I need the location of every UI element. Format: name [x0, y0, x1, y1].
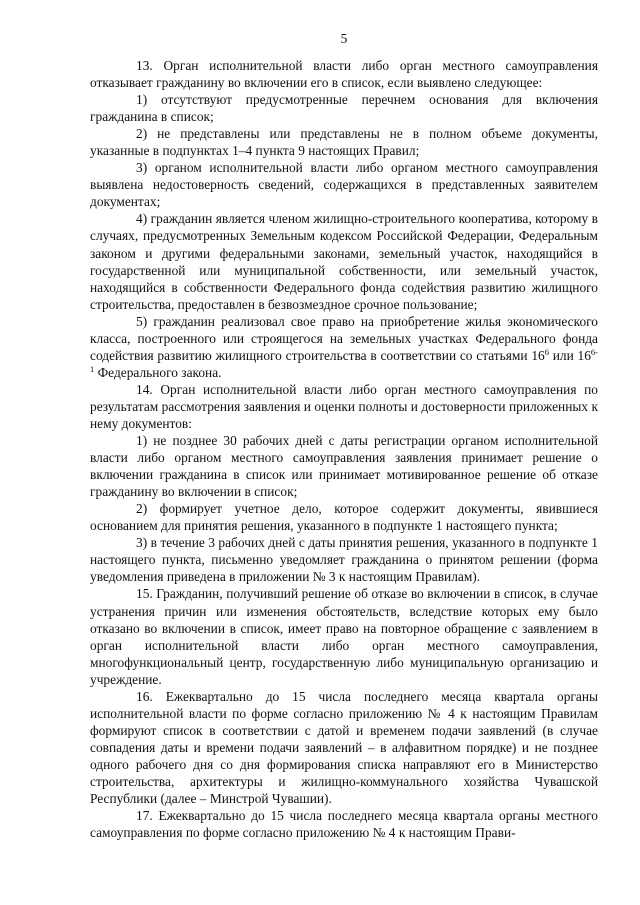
- paragraph-13-item-5: [90, 313, 598, 381]
- document-page: [90, 30, 598, 841]
- paragraph-17: 17. Ежеквартально до 15 числа последнего месяца квартала органы местного самоуправления по форме согласно приложению № 4 к настоящим Прави-: [90, 808, 598, 841]
- paragraph-13-item-5-text-before: 5) гражданин реализовал свое право на приобретение жилья экономического класса, построенного или строящегося на земельных участках Федерального фонда содействия развитию жилищного строительства в соответствии со статьями 16: [90, 313, 598, 363]
- paragraph-15: 15. Гражданин, получивший решение об отказе во включении в список, в случае устранения причин или изменения обстоятельств, вследствие которых ему было отказано во включении в список, имеет право на повторное обращение с заявлением в орган исполнительной власти либо орган местного самоуправления, многофункциональный центр, государственную либо муниципальную организацию и учреждение.: [90, 586, 598, 687]
- paragraph-13: 13. Орган исполнительной власти либо орган местного самоуправления отказывает гражданину во включении его в список, если выявлено следующее:: [90, 58, 598, 91]
- paragraph-13-item-1: 1) отсутствуют предусмотренные перечнем основания для включения гражданина в список;: [90, 92, 598, 125]
- paragraph-14-item-1: 1) не позднее 30 рабочих дней с даты регистрации органом исполнительной власти либо органом местного самоуправления заявления принимает решение о включении гражданина в список или принимает мотивированное решение об отказе гражданину во включении в список;: [90, 433, 598, 500]
- paragraph-13-item-4: 4) гражданин является членом жилищно-строительного кооператива, которому в случаях, предусмотренных Земельным кодексом Российской Федерации, Федеральным законом и другими федеральными законами, земельный участок, находящийся в государственной или муниципальной собственности, или земельный участок, находящийся в собственности Федерального фонда содействия развитию жилищного строительства, предоставлен в безвозмездное срочное пользование;: [90, 211, 598, 312]
- superscript-article-number: 6-1: [90, 346, 598, 374]
- paragraph-14: 14. Орган исполнительной власти либо орган местного самоуправления по результатам рассмотрения заявления и оценки полноты и достоверности приложенных к нему документов:: [90, 381, 598, 431]
- paragraph-14-item-3: 3) в течение 3 рабочих дней с даты принятия решения, указанного в подпункте 1 настоящего пункта, письменно уведомляет гражданина о принятом решении (форма уведомления приведена в приложении № 3 к настоящим Правилам).: [90, 535, 598, 585]
- paragraph-13-item-3: 3) органом исполнительной власти либо органом местного самоуправления выявлена недостоверность сведений, содержащихся в представленных заявителем документах;: [90, 160, 598, 210]
- paragraph-16: 16. Ежеквартально до 15 числа последнего месяца квартала органы исполнительной власти по форме согласно приложению № 4 к настоящим Правилам формируют список в соответствии с датой и временем подачи заявлений (в случае совпадения даты и времени подачи заявлений – в алфавитном порядке) и не позднее одного рабочего дня со дня формирования списка направляют его в Министерство строительства, архитектуры и жилищно-коммунального хозяйства Чувашской Республики (далее – Минстрой Чувашии).: [90, 688, 598, 807]
- paragraph-14-item-2: 2) формирует учетное дело, которое содержит документы, явившиеся основанием для принятия решения, указанного в подпункте 1 настоящего пункта;: [90, 501, 598, 534]
- paragraph-13-item-5-text-after: Федерального закона.: [94, 364, 222, 380]
- page-number: 5: [340, 31, 348, 46]
- superscript-article-number: 6: [544, 346, 549, 357]
- paragraph-13-item-5-text-middle: или 16: [548, 347, 591, 363]
- paragraph-13-item-2: 2) не представлены или представлены не в полном объеме документы, указанные в подпунктах 1–4 пункта 9 настоящих Правил;: [90, 126, 598, 159]
